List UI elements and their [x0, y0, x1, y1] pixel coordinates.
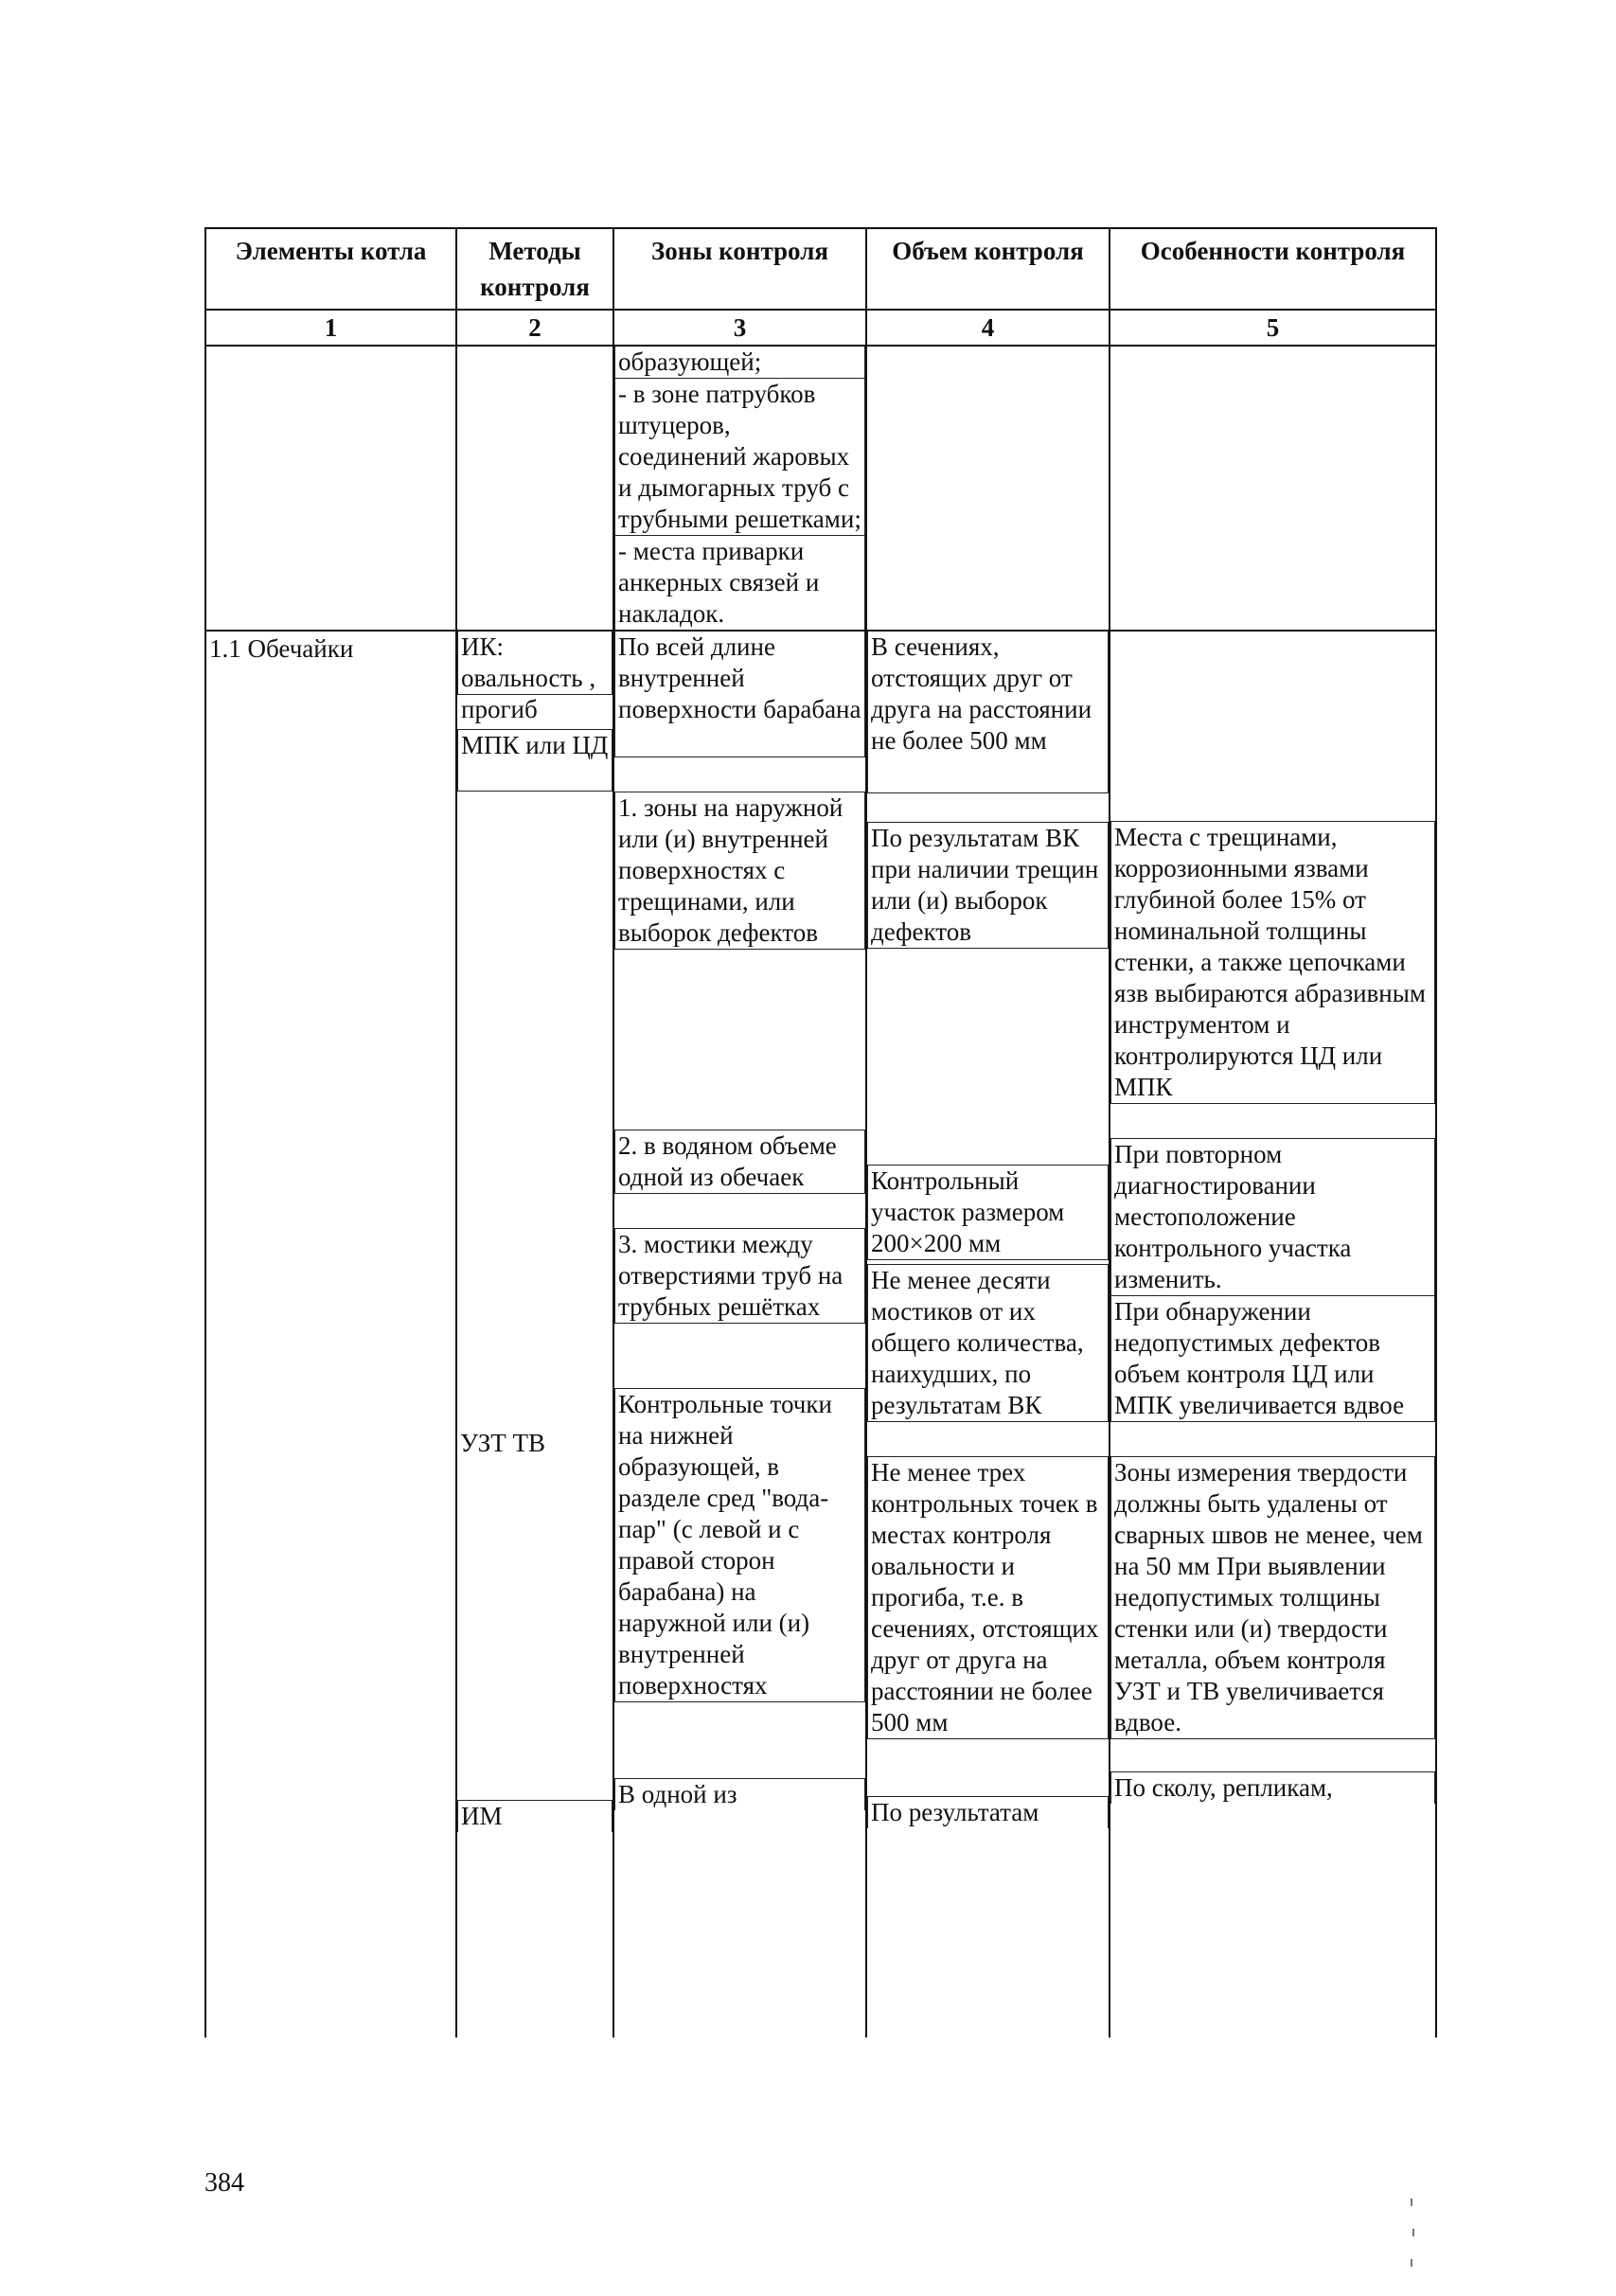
column-number-row	[205, 310, 1436, 346]
features-cell: По сколу, репликам,	[1110, 1771, 1435, 1804]
methods-column	[456, 631, 613, 2038]
zone-cell: 1. зоны на наружной или (и) внутренней поверхностях с трещинами, или выборок дефектов	[614, 792, 865, 950]
column-number: 4	[866, 310, 1110, 346]
zone-cell: В одной из	[614, 1778, 865, 1810]
method-ik: ИК: овальность , прогиб	[457, 632, 613, 695]
volume-cell: В сечениях, отстоящих друг от друга на расстоянии не более 500 мм	[867, 632, 1109, 793]
header-volume: Объем контроля	[866, 228, 1110, 310]
empty-cell	[866, 346, 1110, 631]
volume-cell: Контрольный участок размером 200×200 мм	[867, 1165, 1109, 1260]
volume-column	[866, 631, 1110, 2038]
inspection-table	[204, 227, 1437, 2038]
zone-cell: 2. в водяном объеме одной из обечаек	[614, 1130, 865, 1194]
element-row	[205, 631, 1436, 2038]
column-number: 1	[205, 310, 456, 346]
zone-line: образующей;	[614, 347, 865, 379]
zone-cell: 3. мостики между отверстиями труб на трубных решётках	[614, 1228, 865, 1324]
volume-cell: По результатам ВК при наличии трещин или (и) выборок дефектов	[867, 822, 1109, 949]
scan-speck	[1411, 2198, 1412, 2206]
column-number: 3	[613, 310, 866, 346]
zone-cell: Контрольные точки на нижней образующей, в разделе сред "вода-пар" (с левой и с правой сторон барабана) на наружной или (и) внутренней поверхностях	[614, 1388, 865, 1702]
continuation-zone-cell	[613, 346, 866, 631]
column-number: 2	[456, 310, 613, 346]
features-cell: Зоны измерения твердости должны быть удалены от сварных швов не менее, чем на 50 мм При выявлении недопустимых толщины стенки или (и) твердости металла, объем контроля УЗТ и ТВ увеличивается вдвое.	[1110, 1456, 1435, 1739]
zone-line: - места приварки анкерных связей и накладок.	[614, 536, 865, 630]
method-im: ИМ	[457, 1800, 613, 1832]
volume-cell: По результатам	[867, 1796, 1109, 1828]
header-features: Особенности контроля	[1110, 228, 1436, 310]
empty-cell	[205, 346, 456, 631]
continuation-row	[205, 346, 1436, 631]
features-cell: Места с трещинами, коррозионными язвами глубиной более 15% от номинальной толщины стенки, а также цепочками язв выбираются абразивным инструментом и контролируются ЦД или МПК	[1110, 821, 1435, 1104]
header-methods: Методы контроля	[456, 228, 613, 310]
features-column	[1110, 631, 1436, 2038]
page-number: 384	[204, 2168, 244, 2198]
header-zones: Зоны контроля	[613, 228, 866, 310]
element-cell	[205, 631, 456, 2038]
volume-cell: Не менее десяти мостиков от их общего количества, наихудших, по результатам ВК	[867, 1264, 1109, 1422]
volume-cell: Не менее трех контрольных точек в местах контроля овальности и прогиба, т.е. в сечениях, отстоящих друг от друга на расстоянии не более 500 мм	[867, 1456, 1109, 1739]
zone-line: - в зоне патрубков штуцеров, соединений жаровых и дымогарных труб с трубными решетками;	[614, 379, 865, 536]
zone-cell: По всей длине внутренней поверхности барабана	[614, 632, 865, 757]
features-cell: При обнаружении недопустимых дефектов объем контроля ЦД или МПК увеличивается вдвое	[1110, 1296, 1435, 1422]
header-elements: Элементы котла	[205, 228, 456, 310]
empty-cell	[456, 346, 613, 631]
element-name: 1.1 Обечайки	[209, 634, 354, 663]
features-cell: При повторном диагностировании местоположение контрольного участка изменить.	[1110, 1138, 1435, 1296]
empty-cell	[1110, 346, 1436, 631]
scan-speck	[1412, 2229, 1414, 2236]
zones-column	[613, 631, 866, 2038]
scan-speck	[1411, 2259, 1412, 2267]
method-mpk-cd: МПК или ЦД	[457, 729, 613, 792]
method-uzt-tv: УЗТ ТВ	[460, 1429, 546, 1457]
header-row	[205, 228, 1436, 310]
column-number: 5	[1110, 310, 1436, 346]
